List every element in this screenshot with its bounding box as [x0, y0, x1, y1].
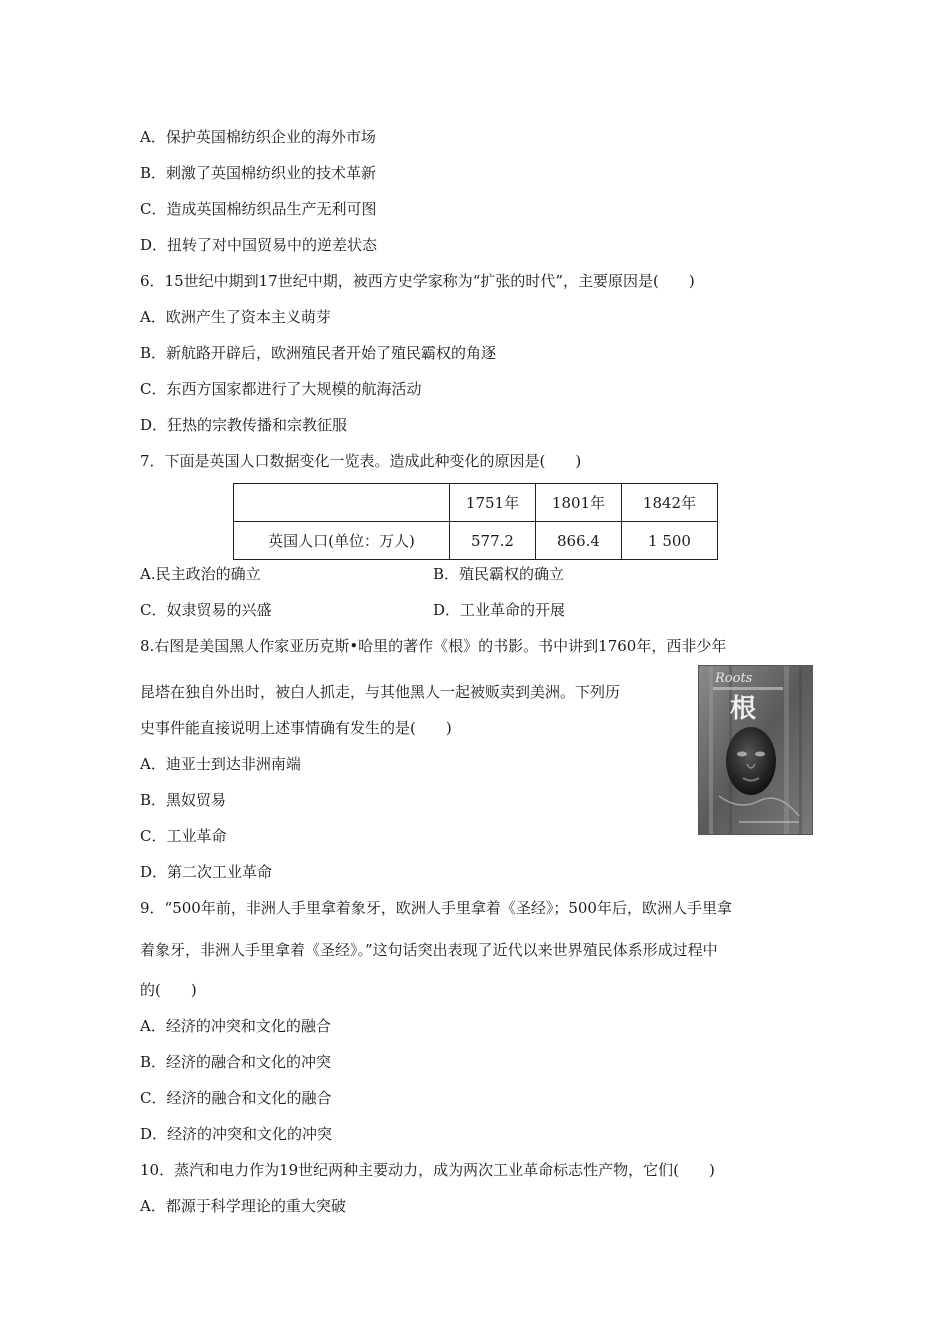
- q8-stem-line-1: 8.右图是美国黑人作家亚历克斯•哈里的著作《根》的书影。书中讲到1760年，西非少年: [140, 637, 727, 655]
- q8-option-c: C．工业革命: [140, 827, 227, 845]
- table-row: [234, 522, 718, 560]
- q8-option-a: A．迪亚士到达非洲南端: [140, 755, 301, 773]
- q7-option-b: B．殖民霸权的确立: [433, 565, 565, 583]
- q6-option-a: A．欧洲产生了资本主义萌芽: [140, 308, 331, 326]
- table-cell: 1 500: [622, 522, 718, 560]
- q5-option-d: D．扭转了对中国贸易中的逆差状态: [140, 236, 378, 254]
- q8-stem-line-3: 史事件能直接说明上述事情确有发生的是( ): [140, 719, 452, 737]
- q9-option-c: C．经济的融合和文化的融合: [140, 1089, 332, 1107]
- q6-option-b: B．新航路开辟后，欧洲殖民者开始了殖民霸权的角逐: [140, 344, 497, 362]
- q7-option-d: D．工业革命的开展: [433, 601, 566, 619]
- q7-stem: 7．下面是英国人口数据变化一览表。造成此种变化的原因是( ): [140, 452, 582, 470]
- table-header-cell: [234, 484, 450, 522]
- table-cell: 866.4: [536, 522, 622, 560]
- q9-option-d: D．经济的冲突和文化的冲突: [140, 1125, 333, 1143]
- q5-option-b: B．刺激了英国棉纺织业的技术革新: [140, 164, 377, 182]
- q9-stem-line-1: 9．“500年前，非洲人手里拿着象牙，欧洲人手里拿着《圣经》；500年后，欧洲人手里拿: [140, 899, 732, 917]
- q5-option-a: A．保护英国棉纺织企业的海外市场: [140, 128, 376, 146]
- q7-option-a: A.民主政治的确立: [140, 565, 261, 583]
- book-cover-art: [699, 666, 812, 834]
- q9-option-b: B．经济的融合和文化的冲突: [140, 1053, 332, 1071]
- q9-stem-line-2: 着象牙，非洲人手里拿着《圣经》。”这句话突出表现了近代以来世界殖民体系形成过程中: [140, 941, 718, 959]
- q8-stem-line-2: 昆塔在独自外出时，被白人抓走，与其他黑人一起被贩卖到美洲。下列历: [140, 683, 621, 701]
- table-row-label: 英国人口(单位：万人): [234, 522, 450, 560]
- cover-title-cn: 根: [729, 694, 757, 724]
- q5-option-c: C．造成英国棉纺织品生产无利可图: [140, 200, 377, 218]
- q6-stem: 6．15世纪中期到17世纪中期，被西方史学家称为“扩张的时代”，主要原因是( ): [140, 272, 695, 290]
- q8-option-b: B．黑奴贸易: [140, 791, 227, 809]
- table-header-cell: 1801年: [536, 484, 622, 522]
- q9-option-a: A．经济的冲突和文化的融合: [140, 1017, 331, 1035]
- q10-option-a: A．都源于科学理论的重大突破: [140, 1197, 346, 1215]
- table-cell: 577.2: [450, 522, 536, 560]
- q9-stem-line-3: 的( ): [140, 981, 197, 999]
- table-header-cell: 1842年: [622, 484, 718, 522]
- book-cover-image: [698, 665, 813, 835]
- table-header-cell: 1751年: [450, 484, 536, 522]
- cover-title-en: Roots: [715, 671, 753, 686]
- q6-option-d: D．狂热的宗教传播和宗教征服: [140, 416, 348, 434]
- q10-stem: 10．蒸汽和电力作为19世纪两种主要动力，成为两次工业革命标志性产物，它们( ): [140, 1161, 715, 1179]
- q6-option-c: C．东西方国家都进行了大规模的航海活动: [140, 380, 422, 398]
- table-header-row: [234, 484, 718, 522]
- q7-option-c: C．奴隶贸易的兴盛: [140, 601, 272, 619]
- population-table: [233, 483, 718, 560]
- q8-option-d: D．第二次工业革命: [140, 863, 273, 881]
